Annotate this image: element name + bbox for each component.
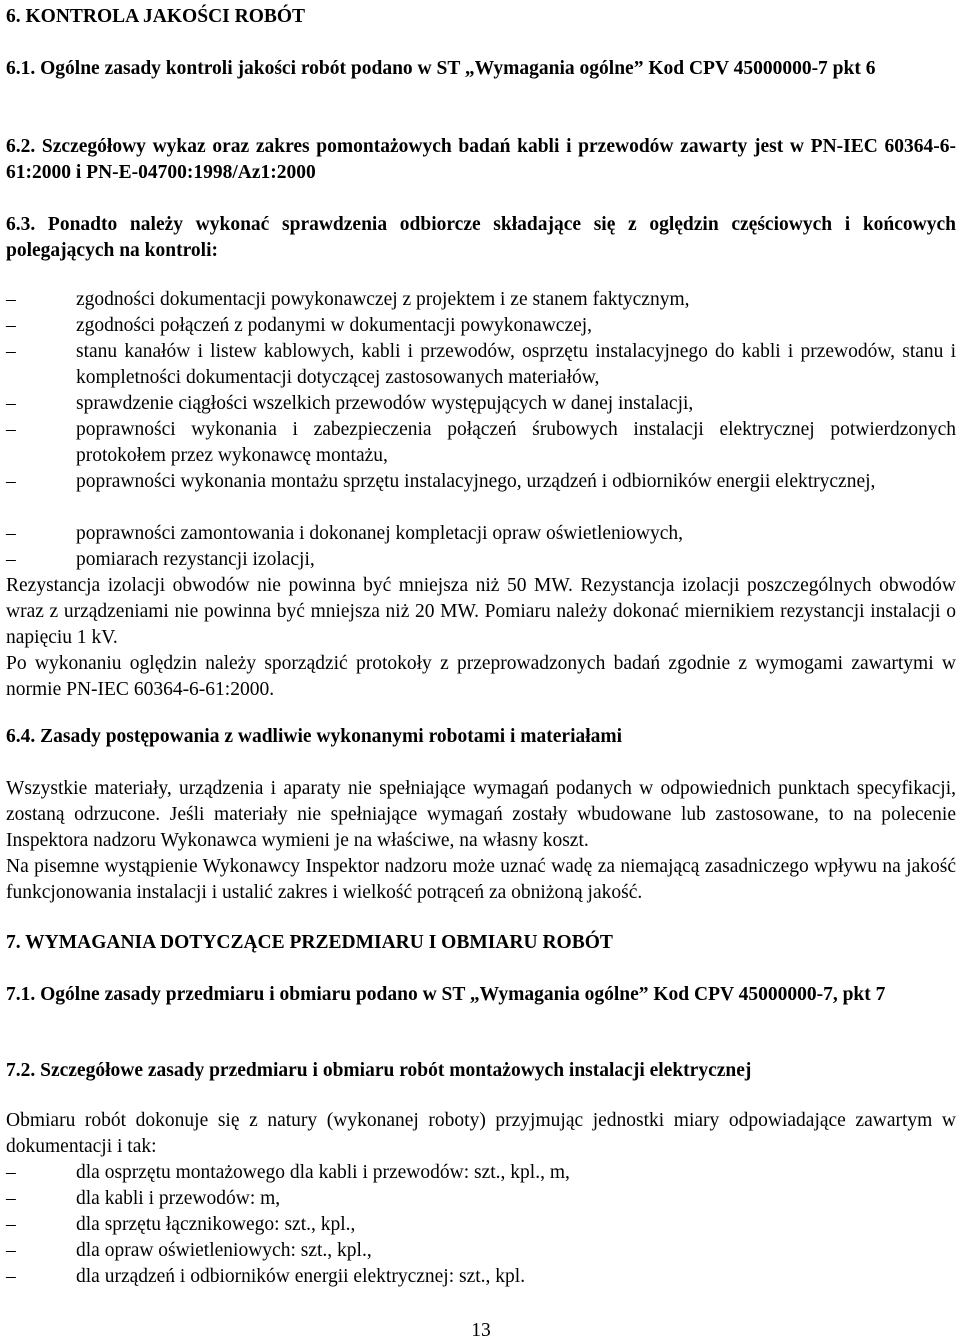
rejected-materials-paragraph: Wszystkie materiały, urządzenia i aparaty nie spełniające wymagań podanych w odpowiednich punktach specyfikacji, zostaną odrzucone. Jeśli materiały nie spełniające wymagań zostały wbudowane lub zastosowane, to na polecenie Inspektora nadzoru Wykonawca wymieni je na właściwe, na własny koszt. [6, 778, 956, 851]
dash-bullet: – [6, 1240, 16, 1261]
subsection-6-4: 6.4. Zasady postępowania z wadliwie wykonanymi robotami i materiałami [6, 726, 623, 747]
list-item [6, 521, 956, 547]
list-item-text: poprawności zamontowania i dokonanej kompletacji opraw oświetleniowych, [76, 523, 684, 544]
list-item-text: dla osprzętu montażowego dla kabli i przewodów: szt., kpl., m, [76, 1162, 570, 1183]
list-item [6, 1160, 956, 1186]
list-item-text: dla urządzeń i odbiorników energii elektrycznej: szt., kpl. [76, 1266, 526, 1287]
list-item [6, 287, 956, 313]
dash-bullet: – [6, 393, 16, 414]
subsection-6-1: 6.1. Ogólne zasady kontroli jakości robót podano w ST „Wymagania ogólne” Kod CPV 45000000-7 pkt 6 [6, 58, 876, 79]
list-item [6, 547, 956, 573]
list-item [6, 339, 956, 391]
list-item [6, 417, 956, 469]
list-item-text: stanu kanałów i listew kablowych, kabli i przewodów, osprzętu instalacyjnego do kabli i przewodów, stanu i kompletności dokumentacji dotyczącej zastosowanych materiałów, [76, 341, 956, 388]
list-item [6, 391, 956, 417]
list-item [6, 313, 956, 339]
dash-bullet: – [6, 549, 16, 570]
list-item [6, 1238, 956, 1264]
inspector-decision-paragraph: Na pisemne wystąpienie Wykonawcy Inspektor nadzoru może uznać wadę za niemającą zasadniczego wpływu na jakość funkcjonowania instalacji i ustalić zakres i wielkość potrąceń za obniżoną jakość. [6, 856, 956, 903]
dash-bullet: – [6, 289, 16, 310]
measurement-paragraph: Obmiaru robót dokonuje się z natury (wykonanej roboty) przyjmując jednostki miary odpowiadające zawartym w dokumentacji i tak: [6, 1110, 956, 1157]
dash-bullet: – [6, 471, 16, 492]
list-item [6, 1212, 956, 1238]
subsection-6-3: 6.3. Ponadto należy wykonać sprawdzenia odbiorcze składające się z oględzin częściowych i końcowych polegających na kontroli: [6, 214, 956, 261]
section-7-title: 7. WYMAGANIA DOTYCZĄCE PRZEDMIARU I OBMIARU ROBÓT [6, 932, 613, 953]
list-item-text: poprawności wykonania montażu sprzętu instalacyjnego, urządzeń i odbiorników energii elektrycznej, [76, 471, 876, 492]
page-number: 13 [471, 1320, 491, 1341]
subsection-7-2: 7.2. Szczegółowe zasady przedmiaru i obmiaru robót montażowych instalacji elektrycznej [6, 1060, 752, 1081]
dash-bullet: – [6, 523, 16, 544]
protocols-paragraph: Po wykonaniu oględzin należy sporządzić protokoły z przeprowadzonych badań zgodnie z wymogami zawartymi w normie PN-IEC 60364-6-61:2000. [6, 653, 956, 700]
list-item-text: dla sprzętu łącznikowego: szt., kpl., [76, 1214, 356, 1235]
list-item [6, 469, 956, 495]
subsection-7-1: 7.1. Ogólne zasady przedmiaru i obmiaru podano w ST „Wymagania ogólne” Kod CPV 45000000-7, pkt 7 [6, 984, 886, 1005]
list-item [6, 1264, 956, 1290]
section-6-title: 6. KONTROLA JAKOŚCI ROBÓT [6, 6, 306, 27]
list-item-text: zgodności dokumentacji powykonawczej z projektem i ze stanem faktycznym, [76, 289, 690, 310]
list-item-text: dla opraw oświetleniowych: szt., kpl., [76, 1240, 372, 1261]
insulation-resistance-paragraph: Rezystancja izolacji obwodów nie powinna być mniejsza niż 50 MW. Rezystancja izolacji poszczególnych obwodów wraz z urządzeniami nie powinna być mniejsza niż 20 MW. Pomiaru należy dokonać miernikiem rezystancji instalacji o napięciu 1 kV. [6, 575, 956, 648]
list-item-text: pomiarach rezystancji izolacji, [76, 549, 315, 570]
list-item-text: dla kabli i przewodów: m, [76, 1188, 281, 1209]
subsection-6-2: 6.2. Szczegółowy wykaz oraz zakres pomontażowych badań kabli i przewodów zawarty jest w PN-IEC 60364-6-61:2000 i PN-E-04700:1998/Az1:2000 [6, 136, 956, 183]
list-item-text: poprawności wykonania i zabezpieczenia połączeń śrubowych instalacji elektrycznej potwierdzonych protokołem przez wykonawcę montażu, [76, 419, 956, 466]
dash-bullet: – [6, 1162, 16, 1183]
dash-bullet: – [6, 1214, 16, 1235]
dash-bullet: – [6, 419, 16, 440]
dash-bullet: – [6, 1266, 16, 1287]
list-item [6, 1186, 956, 1212]
list-item-text: zgodności połączeń z podanymi w dokumentacji powykonawczej, [76, 315, 593, 336]
list-item-text: sprawdzenie ciągłości wszelkich przewodów występujących w danej instalacji, [76, 393, 694, 414]
dash-bullet: – [6, 341, 16, 362]
dash-bullet: – [6, 315, 16, 336]
dash-bullet: – [6, 1188, 16, 1209]
